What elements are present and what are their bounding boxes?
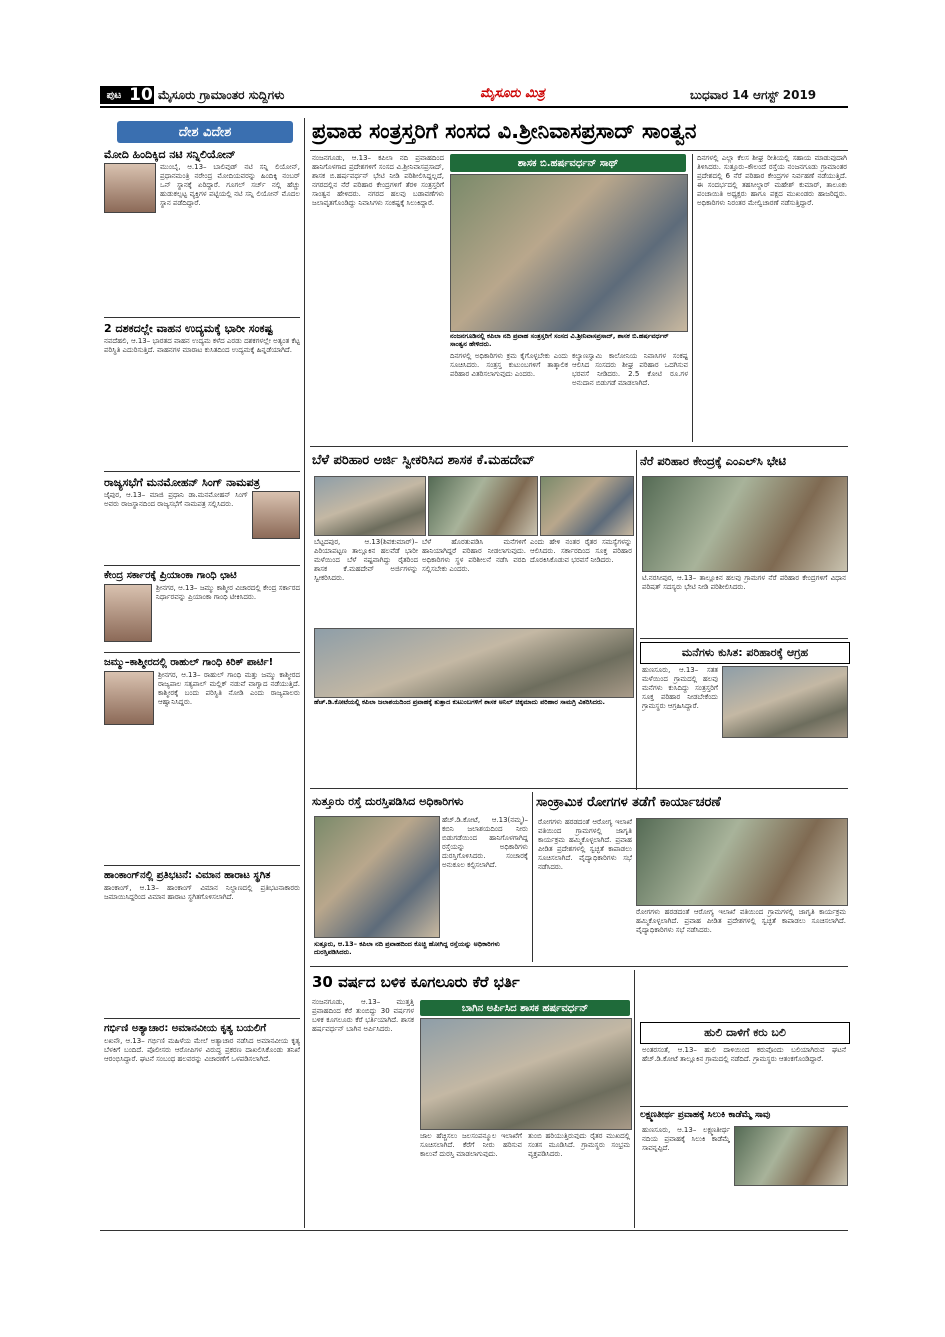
story-divider <box>104 317 300 318</box>
crop-relief-photo-3 <box>540 476 634 536</box>
story-headline: ಮೋದಿ ಹಿಂದಿಕ್ಕಿದ ನಟಿ ಸನ್ನಿಲಿಯೋನ್ <box>104 148 236 161</box>
column-divider <box>636 450 637 790</box>
column-divider <box>634 970 635 1228</box>
relief-distribution-caption: ಹೆಚ್.ಡಿ.ಕೋಟೆಯಲ್ಲಿ ಕಪಿಲಾ ಜಲಾಶಯದಿಂದ ಪ್ರವಾಹಕ್ಕೆ ತುತ್ತಾದ ಕುಟುಂಬಗಳಿಗೆ ಶಾಸಕ ಅನಿಲ್ ಚಿಕ್ಕಮಾದು ಪರಿಹಾರ ಸಾಮಗ್ರಿ ವಿತರಿಸಿದರು. <box>314 698 605 706</box>
bison-death-headline: ಲಕ್ಷ್ಮಣತೀರ್ಥ ಪ್ರವಾಹಕ್ಕೆ ಸಿಲುಕಿ ಕಾಡೆಮ್ಮೆ ಸಾವು <box>640 1110 771 1120</box>
story-headline: ರಾಜ್ಯಸಭೆಗೆ ಮನಮೋಹನ್ ಸಿಂಗ್ ನಾಮಪತ್ರ <box>104 476 260 489</box>
story-headline: ಜಮ್ಮು–ಕಾಶ್ಮೀರದಲ್ಲಿ ರಾಹುಲ್ ಗಾಂಧಿ ಕಿರಿಕ್ ಪಾರ್ಟಿ! <box>104 657 274 668</box>
manmohan-singh-photo <box>252 491 300 539</box>
story-body: ಮುಂಬೈ, ಆ.13– ಬಾಲಿವುಡ್ ನಟಿ ಸನ್ನಿ ಲಿಯೋನ್, ಪ್ರಧಾನಮಂತ್ರಿ ನರೇಂದ್ರ ಮೋದಿಯವರನ್ನು ಹಿಂದಿಕ್ಕಿ ನಂಬರ್ ಒನ್ ಸ್ಥಾನಕ್ಕೆ ಏರಿದ್ದಾರೆ. ಗೂಗಲ್ ಸರ್ಚ್ ನಲ್ಲಿ ಹೆಚ್ಚು ಹುಡುಕಲ್ಪಟ್ಟ ವ್ಯಕ್ತಿಗಳ ಪಟ್ಟಿಯಲ್ಲಿ ನಟಿ ಸನ್ನಿ ಲಿಯೋನ್ ಮೊದಲ ಸ್ಥಾನ ಪಡೆದಿದ್ದಾರೆ. <box>160 163 300 207</box>
column-divider <box>532 792 533 962</box>
road-repair-photo <box>314 816 440 938</box>
story-divider <box>104 471 300 472</box>
story-body: ಹಾಂಕಾಂಗ್, ಆ.13– ಹಾಂಕಾಂಗ್ ವಿಮಾನ ನಿಲ್ದಾಣದಲ್ಲಿ ಪ್ರತಿಭಟನಾಕಾರರು ಜಮಾಯಿಸಿದ್ದರಿಂದ ವಿಮಾನ ಹಾರಾಟ ಸ್ಥಗಿತಗೊಳಿಸಲಾಗಿದೆ. <box>104 884 300 901</box>
bison-death-body: ಹುಣಸೂರು, ಆ.13– ಲಕ್ಷ್ಮಣತೀರ್ಥ ನದಿಯ ಪ್ರವಾಹಕ್ಕೆ ಸಿಲುಕಿ ಕಾಡೆಮ್ಮೆ ಸಾವನ್ನಪ್ಪಿದೆ. <box>642 1126 730 1152</box>
section-rule <box>640 638 848 639</box>
left-column <box>104 148 300 1228</box>
road-repair-headline: ಸುತ್ತೂರು ರಸ್ತೆ ದುರಸ್ತಿಪಡಿಸಿದ ಅಧಿಕಾರಿಗಳು <box>312 795 464 808</box>
story-body: ಲಖನೌ, ಆ.13– ಗರ್ಭಿಣಿ ಮಹಿಳೆಯ ಮೇಲೆ ಅತ್ಯಾಚಾರ ನಡೆಸಿದ ಅಮಾನವೀಯ ಕೃತ್ಯ ಬೆಳಕಿಗೆ ಬಂದಿದೆ. ಪೊಲೀಸರು ಆರೋಪಿಗಳ ವಿರುದ್ಧ ಪ್ರಕರಣ ದಾಖಲಿಸಿಕೊಂಡು ತನಿಖೆ ಆರಂಭಿಸಿದ್ದಾರೆ. ಘಟನೆ ಸಂಬಂಧ ಹಲವರನ್ನು ವಿಚಾರಣೆಗೆ ಒಳಪಡಿಸಲಾಗಿದೆ. <box>104 1037 300 1063</box>
house-collapse-headline: ಮನೆಗಳು ಕುಸಿತ: ಪರಿಹಾರಕ್ಕೆ ಆಗ್ರಹ <box>640 642 850 664</box>
bison-photo <box>734 1126 848 1186</box>
story-body: ಜೈಪುರ, ಆ.13– ಮಾಜಿ ಪ್ರಧಾನಿ ಡಾ.ಮನಮೋಹನ್ ಸಿಂಗ್ ಅವರು ರಾಜಸ್ಥಾನದಿಂದ ರಾಜ್ಯಸಭೆಗೆ ನಾಮಪತ್ರ ಸಲ್ಲಿಸಿದರು. <box>104 491 248 508</box>
crop-relief-photo-2 <box>428 476 538 536</box>
top-story-col1: ನಂಜನಗೂಡು, ಆ.13– ಕಪಿಲಾ ನದಿ ಪ್ರವಾಹದಿಂದ ಹಾನಿಗೊಳಗಾದ ಪ್ರದೇಶಗಳಿಗೆ ಸಂಸದ ವಿ.ಶ್ರೀನಿವಾಸಪ್ರಸಾದ್, ಶಾಸಕ ಬಿ.ಹರ್ಷವರ್ಧನ್ ಭೇಟಿ ನೀಡಿ ಪರಿಶೀಲಿಸಿದ್ದಲ್ಲದೆ, ನಗರದಲ್ಲಿನ ನೆರೆ ಪರಿಹಾರ ಕೇಂದ್ರಗಳಿಗೆ ತೆರಳಿ ಸಂತ್ರಸ್ತರಿಗೆ ಸಾಂತ್ವನ ಹೇಳಿದರು. ನಗರದ ಹಲವು ಬಡಾವಣೆಗಳು ಜಲಾವೃತಗೊಂಡಿದ್ದು ನಿವಾಸಿಗಳು ಸಂಕಷ್ಟಕ್ಕೆ ಸಿಲುಕಿದ್ದಾರೆ. <box>312 154 444 207</box>
section-rule <box>640 1106 848 1107</box>
header-rule <box>100 106 848 108</box>
top-story-continuation: ದಿನಗಳಲ್ಲಿ ಎಲ್ಲಾ ಕೆಲಸ ಶೀಘ್ರ ರೀತಿಯಲ್ಲಿ ಸಹಾಯ ಮಾಡುವುದಾಗಿ ತಿಳಿಸಿದರು. ಸುತ್ತೂರು–ಕೌಲಂದೆ ರಸ್ತೆಯ ನಂಜನಗೂಡು ಗ್ರಾಮಾಂತರ ಪ್ರದೇಶದಲ್ಲಿ 6 ನೆರೆ ಪರಿಹಾರ ಕೇಂದ್ರಗಳ ನಿರ್ವಹಣೆ ನಡೆಯುತ್ತಿದೆ. ಈ ಸಂದರ್ಭದಲ್ಲಿ ತಹಸೀಲ್ದಾರ್ ಮಹೇಶ್ ಕುಮಾರ್, ತಾಲೂಕು ಪಂಚಾಯಿತಿ ಅಧ್ಯಕ್ಷರು ಹಾಗೂ ಪಕ್ಷದ ಮುಖಂಡರು ಹಾಜರಿದ್ದರು. ಅಧಿಕಾರಿಗಳು ನಿರಂತರ ಮೇಲ್ವಿಚಾರಣೆ ನಡೆಸುತ್ತಿದ್ದಾರೆ. <box>697 154 847 207</box>
top-story-col2: ದಿನಗಳಲ್ಲಿ ಅಧಿಕಾರಿಗಳು ಕ್ರಮ ಕೈಗೊಳ್ಳಬೇಕು ಎಂದು ಸೂಚಿಸಿದರು. ಸಂತ್ರಸ್ತ ಕುಟುಂಬಗಳಿಗೆ ತಾತ್ಕಾಲಿಕ ಪರಿಹಾರ ವಿತರಿಸಲಾಗುವುದು ಎಂದರು. <box>450 352 568 378</box>
story-body: ಶ್ರೀನಗರ, ಆ.13– ರಾಹುಲ್ ಗಾಂಧಿ ಮತ್ತು ಜಮ್ಮು ಕಾಶ್ಮೀರದ ರಾಜ್ಯಪಾಲ ಸತ್ಯಪಾಲ್ ಮಲ್ಲಿಕ್ ನಡುವೆ ವಾಗ್ವಾದ ನಡೆಯುತ್ತಿದೆ. ಕಾಶ್ಮೀರಕ್ಕೆ ಬಂದು ಪರಿಸ್ಥಿತಿ ನೋಡಿ ಎಂದು ರಾಜ್ಯಪಾಲರು ಆಹ್ವಾನಿಸಿದ್ದರು. <box>158 671 300 706</box>
rahul-gandhi-photo <box>104 671 154 725</box>
disease-control-photo <box>636 818 848 906</box>
crop-relief-col2: ಬೆಳೆ ಹೊರತುಪಡಿಸಿ ಮನೆಗಳಿಗೆ ಹಾನಿಯಾಗಿದ್ದರೆ ಪರಿಹಾರ ನೀಡಲಾಗುವುದು. ಅಧಿಕಾರಿಗಳು ಸ್ಥಳ ಪರಿಶೀಲನೆ ನಡೆಸಿ ವರದಿ ಸಲ್ಲಿಸಬೇಕು ಎಂದರು. <box>422 538 526 573</box>
road-repair-body: ಹೆಚ್.ಡಿ.ಕೋಟೆ, ಆ.13(ನಮ್ಮ)– ಕಬಿನಿ ಜಲಾಶಯದಿಂದ ನೀರು ಬಿಡುಗಡೆಯಿಂದ ಹಾನಿಗೊಳಗಾಗಿದ್ದ ರಸ್ತೆಯನ್ನು ಅಧಿಕಾರಿಗಳು ದುರಸ್ತಿಗೊಳಿಸಿದರು. ಸಂಚಾರಕ್ಕೆ ಅನುಕೂಲ ಕಲ್ಪಿಸಲಾಗಿದೆ. <box>442 816 528 869</box>
mlc-visit-headline: ನೆರೆ ಪರಿಹಾರ ಕೇಂದ್ರಕ್ಕೆ ಎಂಎಲ್‌ಸಿ ಭೇಟಿ <box>640 454 786 468</box>
top-story-caption: ನಂಜನಗೂಡಿನಲ್ಲಿ ಕಪಿಲಾ ನದಿ ಪ್ರವಾಹ ಸಂತ್ರಸ್ತರಿಗೆ ಸಂಸದ ವಿ.ಶ್ರೀನಿವಾಸಪ್ರಸಾದ್, ಶಾಸಕ ಬಿ.ಹರ್ಷವರ್ಧನ್ ಸಾಂತ್ವನ ಹೇಳಿದರು. <box>450 332 669 348</box>
story-divider <box>104 565 300 566</box>
headline-rule <box>310 150 848 151</box>
lake-bagina-photo <box>420 1018 632 1130</box>
crop-relief-col3: ಎಂದು ಹೇಳಿ ನಂತರ ರೈತರ ಸಮಸ್ಯೆಗಳನ್ನು ಆಲಿಸಿದರು. ಸರ್ಕಾರದಿಂದ ಸೂಕ್ತ ಪರಿಹಾರ ದೊರಕಿಸಿಕೊಡುವ ಭರವಸೆ ನೀಡಿದರು. <box>530 538 632 564</box>
road-repair-caption: ಸುತ್ತೂರು, ಆ.13– ಕಪಿಲಾ ನದಿ ಪ್ರವಾಹದಿಂದ ಕೊಚ್ಚಿ ಹೋಗಿದ್ದ ರಸ್ತೆಯನ್ನು ಅಧಿಕಾರಿಗಳು ದುರಸ್ತಿಪಡಿಸಿದರು. <box>314 940 500 956</box>
lake-filled-headline: 30 ವರ್ಷದ ಬಳಿಕ ಕೂಗಲೂರು ಕೆರೆ ಭರ್ತಿ <box>312 973 520 991</box>
tiger-attack-headline: ಹುಲಿ ದಾಳಿಗೆ ಕರು ಬಲಿ <box>640 1022 850 1044</box>
column-divider <box>304 118 305 1228</box>
section-rule <box>310 446 848 447</box>
priyanka-gandhi-photo <box>104 584 152 642</box>
mlc-visit-photo <box>642 476 848 572</box>
page-label: ಪುಟ <box>100 86 128 104</box>
tiger-attack-body: ಅಂತರಸಂತೆ, ಆ.13– ಹುಲಿ ದಾಳಿಯಿಂದ ಕರುವೊಂದು ಬಲಿಯಾಗಿರುವ ಘಟನೆ ಹೆಚ್.ಡಿ.ಕೋಟೆ ತಾಲ್ಲೂಕಿನ ಗ್ರಾಮದಲ್ಲಿ ನಡೆದಿದೆ. ಗ್ರಾಮಸ್ಥರು ಆತಂಕಗೊಂಡಿದ್ದಾರೆ. <box>642 1046 846 1063</box>
crop-relief-photo-1 <box>314 476 426 536</box>
section-rule <box>310 966 848 967</box>
section-tag: ದೇಶ ವಿದೇಶ <box>117 121 293 143</box>
section-title: ಮೈಸೂರು ಗ್ರಾಮಾಂತರ ಸುದ್ದಿಗಳು <box>158 88 285 102</box>
lake-col2: ಜಾಲ ಹೆಚ್ಚಿಸಲು ಜಲಸಂಪನ್ಮೂಲ ಇಲಾಖೆಗೆ ಸೂಚಿಸಲಾಗಿದೆ. ಕೆರೆಗೆ ನೀರು ಹರಿಸುವ ಕಾಲುವೆ ದುರಸ್ತಿ ಮಾಡಲಾಗುವುದು. <box>420 1132 522 1158</box>
disease-control-headline: ಸಾಂಕ್ರಾಮಿಕ ರೋಗಗಳ ತಡೆಗೆ ಕಾರ್ಯಾಚರಣೆ <box>536 795 721 810</box>
story-headline: 2 ದಶಕದಲ್ಲೇ ವಾಹನ ಉದ್ಯಮಕ್ಕೆ ಭಾರೀ ಸಂಕಷ್ಟ <box>104 322 273 335</box>
page-number: 10 <box>129 85 153 105</box>
top-story-photo <box>450 174 688 332</box>
crop-relief-headline: ಬೆಳೆ ಪರಿಹಾರ ಅರ್ಜಿ ಸ್ವೀಕರಿಸಿದ ಶಾಸಕ ಕೆ.ಮಹದೇವ್ <box>312 453 535 468</box>
mlc-visit-body: ಟಿ.ನರಸೀಪುರ, ಆ.13– ತಾಲ್ಲೂಕಿನ ಹಲವು ಗ್ರಾಮಗಳ ನೆರೆ ಪರಿಹಾರ ಕೇಂದ್ರಗಳಿಗೆ ವಿಧಾನ ಪರಿಷತ್ ಸದಸ್ಯರು ಭೇಟಿ ನೀಡಿ ಪರಿಶೀಲಿಸಿದರು. <box>642 574 846 591</box>
house-collapse-body: ಹುಣಸೂರು, ಆ.13– ಸತತ ಮಳೆಯಿಂದ ಗ್ರಾಮದಲ್ಲಿ ಹಲವು ಮನೆಗಳು ಕುಸಿದಿದ್ದು ಸಂತ್ರಸ್ತರಿಗೆ ಸೂಕ್ತ ಪರಿಹಾರ ನೀಡಬೇಕೆಂದು ಗ್ರಾಮಸ್ಥರು ಆಗ್ರಹಿಸಿದ್ದಾರೆ. <box>642 666 718 710</box>
issue-date: ಬುಧವಾರ 14 ಆಗಸ್ಟ್ 2019 <box>690 88 817 102</box>
sunny-leone-photo <box>104 163 156 213</box>
crop-relief-col1: ಬೆಟ್ಟದಪುರ, ಆ.13(ಶಿವಕುಮಾರ್)– ಪಿರಿಯಾಪಟ್ಟಣ ತಾಲ್ಲೂಕಿನ ಹಲವೆಡೆ ಭಾರೀ ಮಳೆಯಿಂದ ಬೆಳೆ ನಷ್ಟವಾಗಿದ್ದು ರೈತರಿಂದ ಶಾಸಕ ಕೆ.ಮಹದೇವ್ ಅರ್ಜಿಗಳನ್ನು ಸ್ವೀಕರಿಸಿದರು. <box>314 538 418 582</box>
top-story-headline: ಪ್ರವಾಹ ಸಂತ್ರಸ್ತರಿಗೆ ಸಂಸದ ವಿ.ಶ್ರೀನಿವಾಸಪ್ರಸಾದ್ ಸಾಂತ್ವನ <box>312 119 697 143</box>
story-divider <box>104 1018 300 1019</box>
section-rule <box>310 788 848 789</box>
story-divider <box>104 865 300 866</box>
disease-control-body: ರೋಗಗಳು ಹರಡದಂತೆ ಆರೋಗ್ಯ ಇಲಾಖೆ ವತಿಯಿಂದ ಗ್ರಾಮಗಳಲ್ಲಿ ಜಾಗೃತಿ ಕಾರ್ಯಕ್ರಮ ಹಮ್ಮಿಕೊಳ್ಳಲಾಗಿದೆ. ಪ್ರವಾಹ ಪೀಡಿತ ಪ್ರದೇಶಗಳಲ್ಲಿ ಸ್ವಚ್ಛತೆ ಕಾಪಾಡಲು ಸೂಚಿಸಲಾಗಿದೆ. ವೈದ್ಯಾಧಿಕಾರಿಗಳು ಸಭೆ ನಡೆಸಿದರು. <box>538 818 632 871</box>
house-collapse-photo <box>722 666 848 738</box>
story-body: ನವದೆಹಲಿ, ಆ.13– ಭಾರತದ ವಾಹನ ಉದ್ಯಮ ಕಳೆದ ಎರಡು ದಶಕಗಳಲ್ಲೇ ಅತ್ಯಂತ ಕೆಟ್ಟ ಪರಿಸ್ಥಿತಿ ಎದುರಿಸುತ್ತಿದೆ. ವಾಹನಗಳ ಮಾರಾಟ ಕುಸಿತದಿಂದ ಉದ್ಯಮಕ್ಕೆ ಹಿನ್ನಡೆಯಾಗಿದೆ. <box>104 337 300 354</box>
disease-control-body-2: ರೋಗಗಳು ಹರಡದಂತೆ ಆರೋಗ್ಯ ಇಲಾಖೆ ವತಿಯಿಂದ ಗ್ರಾಮಗಳಲ್ಲಿ ಜಾಗೃತಿ ಕಾರ್ಯಕ್ರಮ ಹಮ್ಮಿಕೊಳ್ಳಲಾಗಿದೆ. ಪ್ರವಾಹ ಪೀಡಿತ ಪ್ರದೇಶಗಳಲ್ಲಿ ಸ್ವಚ್ಛತೆ ಕಾಪಾಡಲು ಸೂಚಿಸಲಾಗಿದೆ. ವೈದ್ಯಾಧಿಕಾರಿಗಳು ಸಭೆ ನಡೆಸಿದರು. <box>636 908 846 934</box>
footer-rule <box>100 1230 848 1231</box>
lake-col3: ತುಂಬಿ ಹರಿಯುತ್ತಿರುವುದು ರೈತರ ಮುಖದಲ್ಲಿ ಸಂತಸ ಮೂಡಿಸಿದೆ. ಗ್ರಾಮಸ್ಥರು ಸಂಭ್ರಮ ವ್ಯಕ್ತಪಡಿಸಿದರು. <box>528 1132 630 1158</box>
story-headline: ಹಾಂಕಾಂಗ್‌ನಲ್ಲಿ ಪ್ರತಿಭಟನೆ: ವಿಮಾನ ಹಾರಾಟ ಸ್ಥಗಿತ <box>104 870 271 881</box>
photo-title: ಶಾಸಕ ಬಿ.ಹರ್ಷವರ್ಧನ್ ಸಾಥ್ <box>450 154 686 172</box>
masthead: ಮೈಸೂರು ಮಿತ್ರ <box>480 86 545 101</box>
relief-distribution-photo <box>314 628 634 698</box>
column-divider <box>692 154 693 442</box>
lake-col1: ನಂಜನಗೂಡು, ಆ.13– ಮುತ್ತತ್ತಿ ಪ್ರವಾಹದಿಂದ ಕೆರೆ ತುಂಬಿದ್ದು 30 ವರ್ಷಗಳ ಬಳಿಕ ಕೂಗಲೂರು ಕೆರೆ ಭರ್ತಿಯಾಗಿದೆ. ಶಾಸಕ ಹರ್ಷವರ್ಧನ್ ಬಾಗಿನ ಅರ್ಪಿಸಿದರು. <box>312 998 414 1033</box>
story-headline: ಗರ್ಭಿಣಿ ಅತ್ಯಾಚಾರ: ಅಮಾನವೀಯ ಕೃತ್ಯ ಬಯಲಿಗೆ <box>104 1023 267 1034</box>
lake-photo-title: ಬಾಗಿನ ಅರ್ಪಿಸಿದ ಶಾಸಕ ಹರ್ಷವರ್ಧನ್ <box>420 1000 630 1016</box>
top-story-col3: ಕಲ್ಯಾಣಸ್ವಾಮಿ ಕಾಲೋನಿಯ ನಿವಾಸಿಗಳ ಸಂಕಷ್ಟ ಆಲಿಸಿದ ಸಂಸದರು ಶೀಘ್ರ ಪರಿಹಾರ ಒದಗಿಸುವ ಭರವಸೆ ನೀಡಿದರು. 2.5 ಕೋಟಿ ರೂ.ಗಳ ಅನುದಾನ ಬಿಡುಗಡೆ ಮಾಡಲಾಗಿದೆ. <box>572 352 688 387</box>
story-body: ಶ್ರೀನಗರ, ಆ.13– ಜಮ್ಮು ಕಾಶ್ಮೀರ ವಿಚಾರದಲ್ಲಿ ಕೇಂದ್ರ ಸರ್ಕಾರದ ನಿರ್ಧಾರವನ್ನು ಪ್ರಿಯಾಂಕಾ ಗಾಂಧಿ ಟೀಕಿಸಿದರು. <box>156 584 300 601</box>
story-divider <box>104 652 300 653</box>
story-headline: ಕೇಂದ್ರ ಸರ್ಕಾರಕ್ಕೆ ಪ್ರಿಯಾಂಕಾ ಗಾಂಧಿ ಛಾಟಿ <box>104 570 237 581</box>
